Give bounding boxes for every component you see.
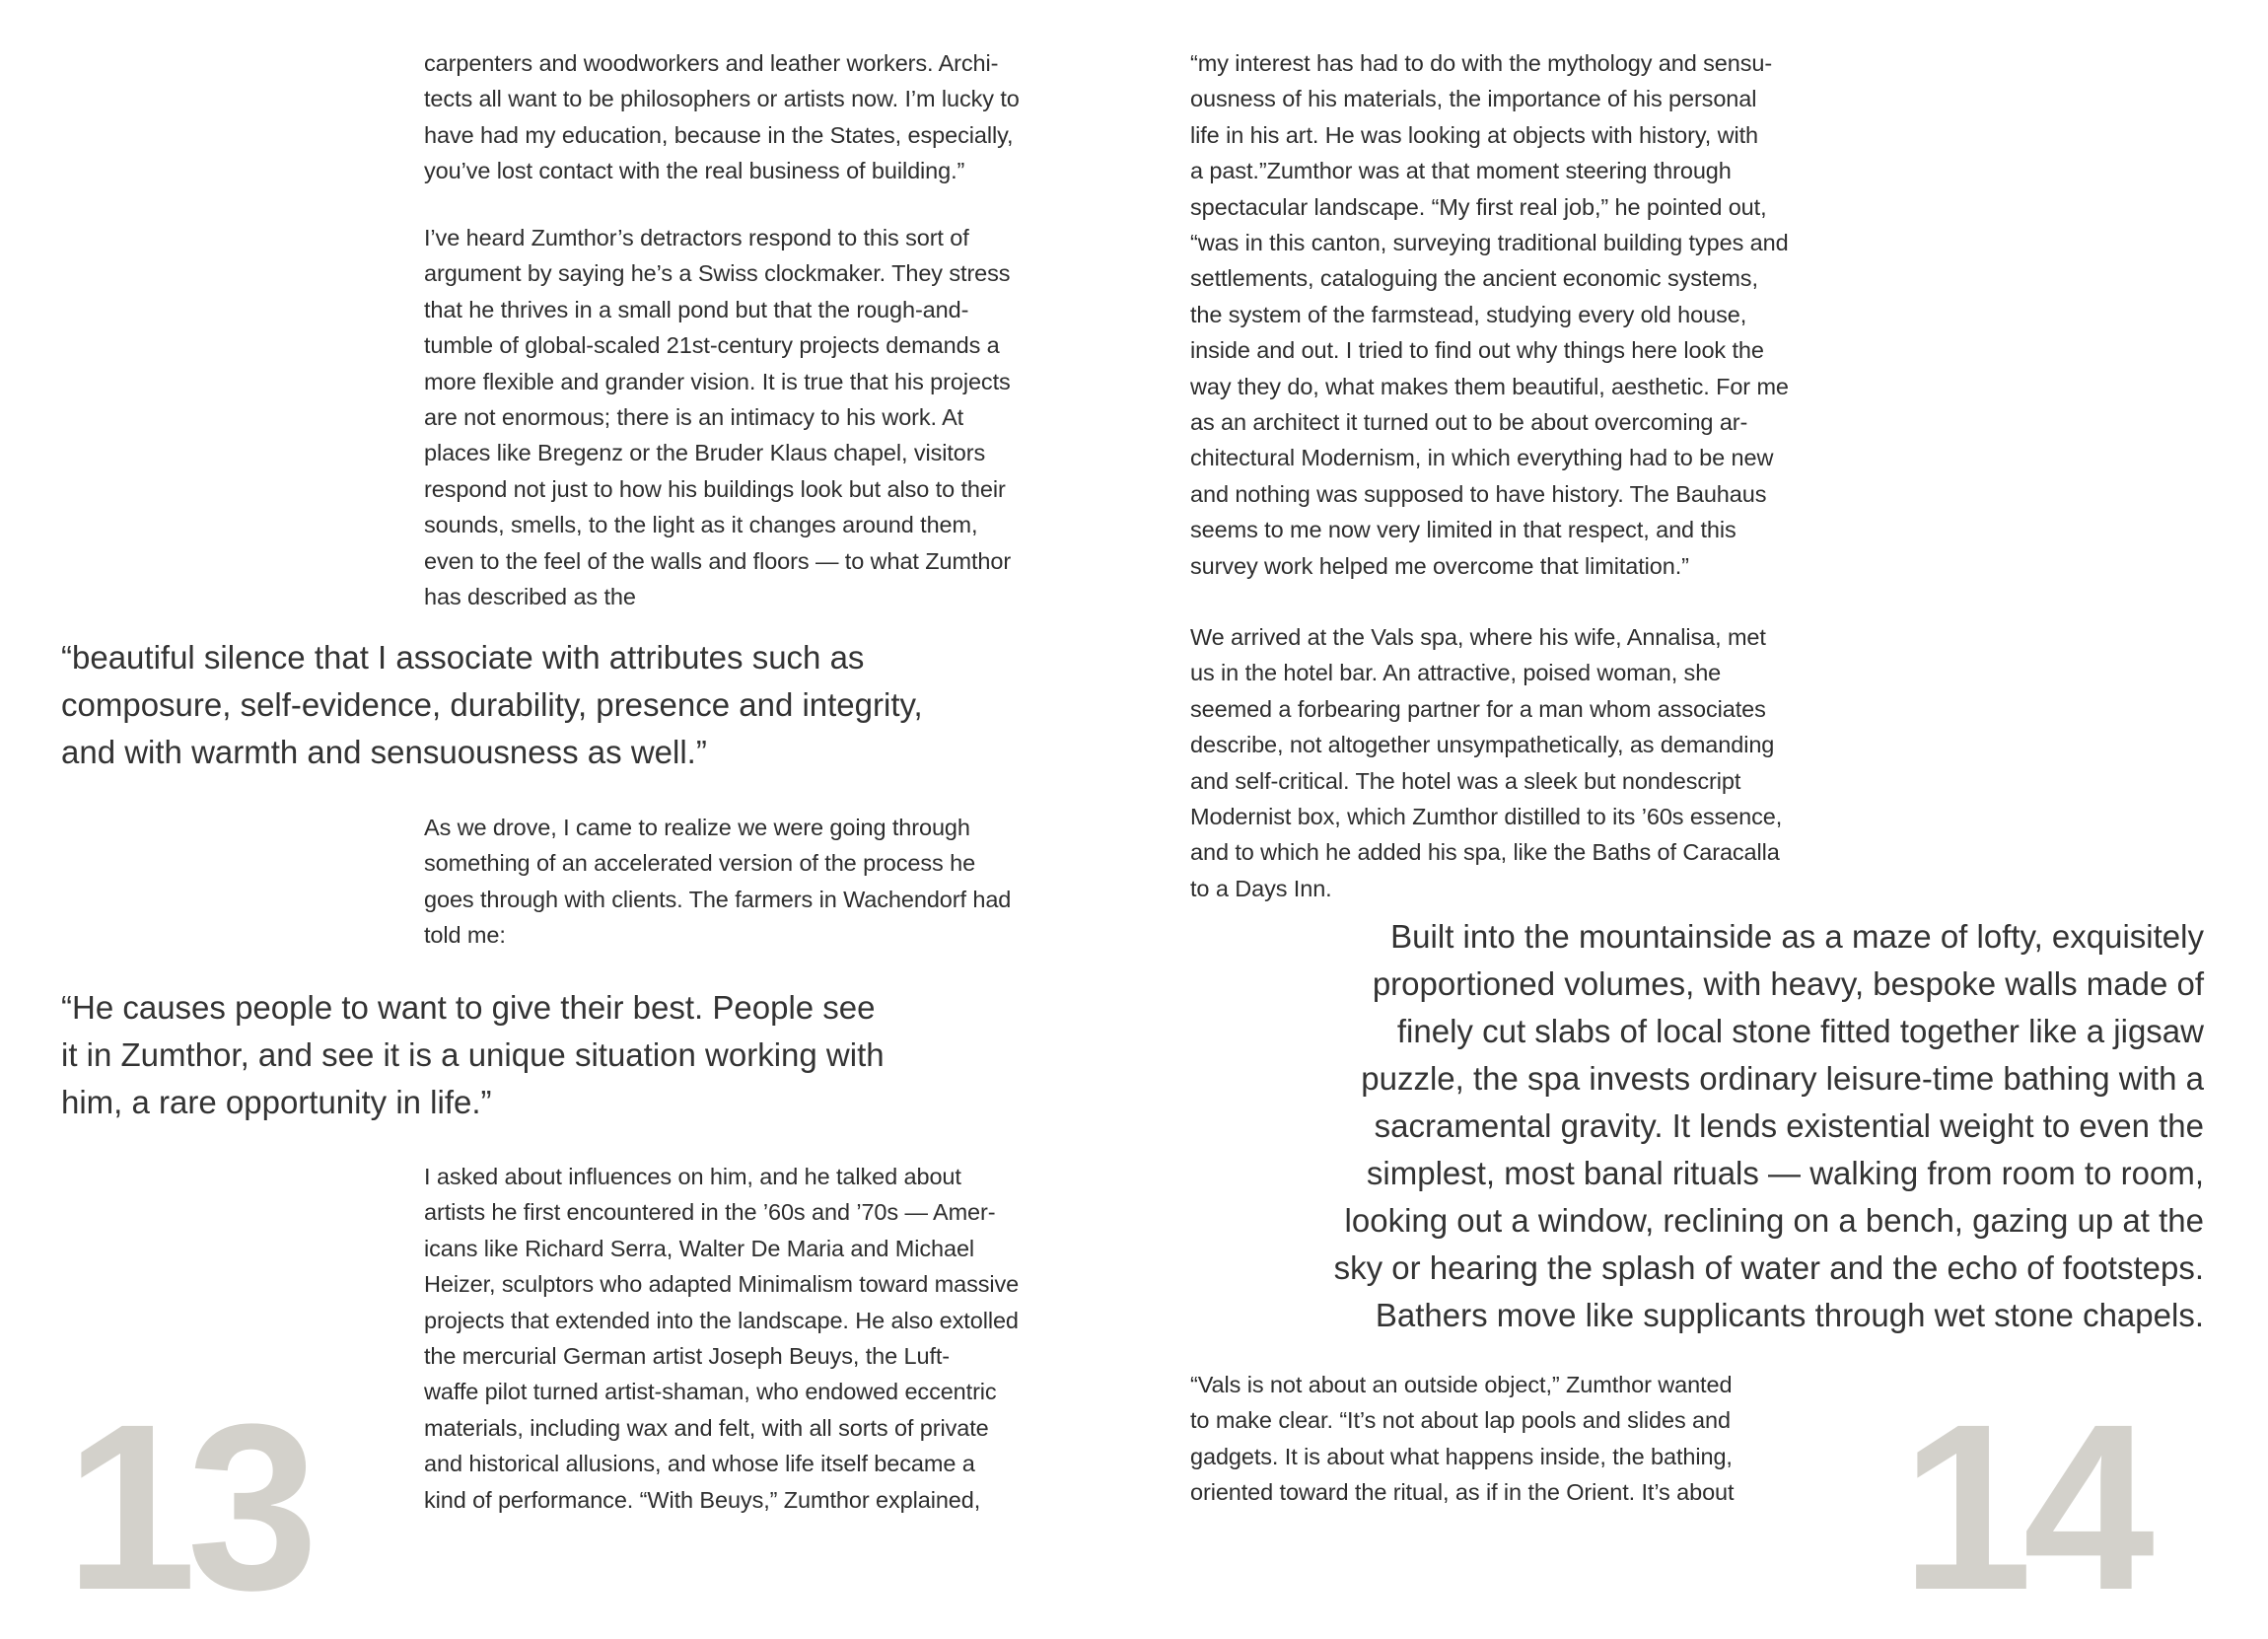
body-paragraph: carpenters and woodworkers and leather workers. Archi- tects all want to be philosophers or artists now. I’m lucky to have had my education, because in the States, especially, you’ve lost contact with the real business of building.” xyxy=(424,50,1020,184)
body-paragraph: I’ve heard Zumthor’s detractors respond to this sort of argument by saying he’s a Swiss clockmaker. They stress that he thrives in a small pond but that the rough-and- tumble of global-scaled 21st-century projects demands a more flexible and grander vision. It is true that his projects are not enormous; there is an intimacy to his work. At places like Bregenz or the Bruder Klaus chapel, visitors respond not just to how his buildings look but also to their sounds, smells, to the light as it changes around them, even to the feel of the walls and floors — to what Zumthor has described as the xyxy=(424,225,1012,610)
body-paragraph: “my interest has had to do with the mythology and sensu- ousness of his materials, the importance of his personal life in his art. He was looking at objects with history, with a past.”Zumthor was at that moment steering through spectacular landscape. “My first real job,” he pointed out, “was in this canton, surveying traditional building types and settlements, cataloguing the ancient economic systems, the system of the farmstead, studying every old house, inside and out. I tried to find out why things here look the way they do, what makes them beautiful, aesthetic. For me as an architect it turned out to be about overcoming ar- chitectural Modernism, in which everything had to be new and nothing was supposed to have history. The Bauhaus seems to me now very limited in that respect, and this survey work helped me overcome that limitation.” xyxy=(1190,50,1789,579)
right-page xyxy=(1134,0,2268,1639)
body-paragraph: We arrived at the Vals spa, where his wife, Annalisa, met us in the hotel bar. An attractive, poised woman, she seemed a forbearing partner for a man whom associates describe, not altogether unsympathetically, as demanding and self-critical. The hotel was a sleek but nondescript Modernist box, which Zumthor distilled to its ’60s essence, and to which he added his spa, like the Baths of Caracalla to a Days Inn. xyxy=(1190,624,1783,901)
body-paragraph: As we drove, I came to realize we were going through something of an accelerated version of the process he goes through with clients. The farmers in Wachendorf had told me: xyxy=(424,815,1012,949)
pull-quote: Built into the mountainside as a maze of lofty, exquisitely proportioned volumes, with heavy, bespoke walls made of finely cut slabs of local stone fitted together like a jigsaw puzzle, the spa invests ordinary leisure-time bathing with a sacramental gravity. It lends existential weight to even the simplest, most banal rituals — walking from room to room, looking out a window, reclining on a bench, gazing up at the sky or hearing the splash of water and the echo of footsteps. Bathers move like supplicants through wet stone chapels. xyxy=(1333,918,2204,1333)
body-paragraph: I asked about influences on him, and he talked about artists he first encountered in the ’60s and ’70s — Amer- icans like Richard Serra, Walter De Maria and Michael Heizer, sculptors who adapted Minimalism toward massive projects that extended into the landscape. He also extolled the mercurial German artist Joseph Beuys, the Luft- waffe pilot turned artist-shaman, who endowed eccentric materials, including wax and felt, with all sorts of private and historical allusions, and whose life itself became a kind of performance. “With Beuys,” Zumthor explained, xyxy=(424,1164,1020,1513)
pull-quote: “beautiful silence that I associate with attributes such as composure, self-evidence, durability, presence and integrity, and with warmth and sensuousness as well.” xyxy=(61,639,923,770)
page-number: 13 xyxy=(65,1375,309,1639)
pull-quote: “He causes people to want to give their best. People see it in Zumthor, and see it is a unique situation working with him, a rare opportunity in life.” xyxy=(61,989,885,1120)
body-paragraph: “Vals is not about an outside object,” Zumthor wanted to make clear. “It’s not about lap pools and slides and gadgets. It is about what happens inside, the bathing, oriented toward the ritual, as if in the Orient. It’s about xyxy=(1190,1372,1735,1506)
page-number: 14 xyxy=(1901,1375,2145,1639)
